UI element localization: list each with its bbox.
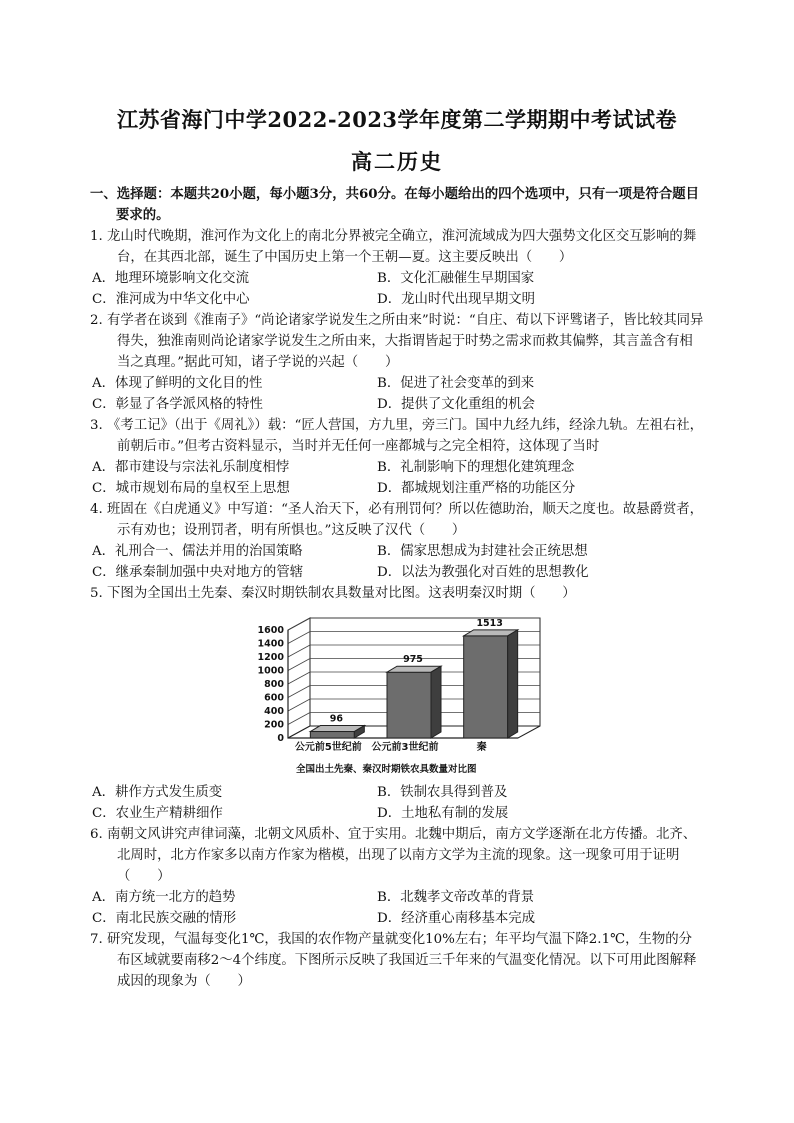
- option-b: B．儒家思想成为封建社会正统思想: [377, 544, 588, 559]
- question-4: [90, 499, 704, 583]
- option-c: C．城市规划布局的皇权至上思想: [92, 481, 290, 496]
- option-grid: [90, 457, 704, 499]
- bar-value-label: 1513: [476, 617, 503, 629]
- y-tick-label: 0: [277, 733, 284, 744]
- option-c: C．继承秦制加强中央对地方的管辖: [92, 565, 304, 580]
- option-grid: [90, 541, 704, 583]
- iron-tools-bar-chart: [250, 610, 550, 780]
- option-a: A．南方统一北方的趋势: [92, 890, 236, 905]
- bar-value-label: 975: [403, 654, 423, 666]
- y-tick-label: 1600: [257, 625, 284, 636]
- exam-subtitle: 高二历史: [351, 149, 443, 174]
- question-1: [90, 226, 704, 310]
- chart-caption: 全国出土先秦、秦汉时期铁农具数量对比图: [296, 764, 477, 775]
- option-grid: [90, 782, 704, 824]
- question-stem: 1. 龙山时代晚期，淮河作为文化上的南北分界被完全确立，淮河流域成为四大强势文化区交互影响的舞台，在其西北部，诞生了中国历史上第一个王朝—夏。这主要反映出（ ）: [90, 229, 697, 265]
- question-stem: 7. 研究发现，气温每变化1℃，我国的农作物产量就变化10%左右；年平均气温下降2.1℃，生物的分布区域就要南移2～4个纬度。下图所示反映了我国近三千年来的气温变化情况。以下可用此图解释成因的现象为（ ）: [90, 932, 697, 989]
- y-tick-label: 1400: [257, 638, 284, 650]
- y-tick-label: 800: [264, 679, 284, 690]
- option-grid: [90, 887, 704, 929]
- option-a: A．礼刑合一、儒法并用的治国策略: [92, 544, 303, 559]
- option-a: A．地理环境影响文化交流: [92, 271, 249, 286]
- y-tick-label: 1000: [257, 665, 284, 677]
- question-stem: 5. 下图为全国出土先秦、秦汉时期铁制农具数量对比图。这表明秦汉时期（ ）: [90, 586, 576, 601]
- y-tick-label: 600: [264, 692, 284, 704]
- question-3: [90, 415, 704, 499]
- bar: [310, 732, 354, 738]
- option-c: C．南北民族交融的情形: [92, 911, 237, 926]
- question-stem: 6. 南朝文风讲究声律词藻，北朝文风质朴、宜于实用。北魏中期后，南方文学逐渐在北方传播。北齐、北周时，北方作家多以南方作家为楷模，出现了以南方文学为主流的现象。这一现象可用于证明（ ）: [90, 827, 697, 884]
- bar-side-face: [508, 630, 518, 738]
- y-tick-label: 400: [264, 706, 284, 717]
- bar-value-label: 96: [329, 713, 343, 725]
- option-grid: [90, 373, 704, 415]
- question-6: [90, 824, 704, 929]
- option-d: D．土地私有制的发展: [377, 806, 509, 821]
- option-a: A．都市建设与宗法礼乐制度相悖: [92, 460, 290, 475]
- bar: [464, 636, 508, 738]
- question-7: [90, 929, 704, 992]
- option-b: B．文化汇融催生早期国家: [377, 271, 535, 286]
- option-a: A．体现了鲜明的文化目的性: [92, 376, 263, 391]
- section-heading: 一、选择题：本题共20小题，每小题3分，共60分。在每小题给出的四个选项中，只有一项是符合题目要求的。: [90, 186, 699, 223]
- y-tick-label: 1200: [257, 652, 284, 663]
- option-d: D．提供了文化重组的机会: [377, 397, 536, 412]
- option-d: D．龙山时代出现早期文明: [377, 292, 536, 307]
- option-c: C．农业生产精耕细作: [92, 806, 223, 821]
- option-b: B．铁制农具得到普及: [377, 785, 508, 800]
- question-stem: 4. 班固在《白虎通义》中写道：“圣人治天下，必有刑罚何？所以佐德助治，顺天之度也。故悬爵赏者，示有劝也；设刑罚者，明有所惧也。”这反映了汉代（ ）: [90, 502, 704, 538]
- question-2: [90, 310, 704, 415]
- option-b: B．北魏孝文帝改革的背景: [377, 890, 535, 905]
- question-5: [90, 583, 704, 824]
- x-category-label: 公元前5世纪前: [294, 742, 362, 753]
- x-category-label: 公元前3世纪前: [371, 742, 439, 753]
- x-category-label: 秦: [476, 742, 487, 753]
- option-d: D．经济重心南移基本完成: [377, 911, 536, 926]
- exam-title: 江苏省海门中学2022-2023学年度第二学期期中考试试卷: [116, 107, 678, 132]
- question-stem: 2. 有学者在谈到《淮南子》“尚论诸家学说发生之所由来”时说：“自庄、荀以下评骘诸子，皆比较其同异得失，独淮南则尚论诸家学说发生之所由来，大指谓皆起于时势之需求而救其偏弊，其言盖含有相当之真理。”据此可知，诸子学说的兴起（ ）: [90, 313, 704, 370]
- question-stem: 3. 《考工记》（出于《周礼》）载：“匠人营国，方九里，旁三门。国中九经九纬，经涂九轨。左祖右社，前朝后市。”但考古资料显示，当时并无任何一座都城与之完全相符，这体现了当时: [90, 418, 704, 454]
- exam-content: [90, 184, 704, 992]
- option-b: B．礼制影响下的理想化建筑理念: [377, 460, 575, 475]
- option-d: D．以法为教强化对百姓的思想教化: [377, 565, 589, 580]
- chart-area: [90, 604, 704, 782]
- option-grid: [90, 268, 704, 310]
- option-c: C．彰显了各学派风格的特性: [92, 397, 263, 412]
- option-a: A．耕作方式发生质变: [92, 785, 223, 800]
- option-c: C．淮河成为中华文化中心: [92, 292, 250, 307]
- bar-side-face: [431, 666, 441, 738]
- option-d: D．都城规划注重严格的功能区分: [377, 481, 576, 496]
- y-tick-label: 200: [264, 719, 284, 731]
- bar: [387, 672, 431, 738]
- option-b: B．促进了社会变革的到来: [377, 376, 535, 391]
